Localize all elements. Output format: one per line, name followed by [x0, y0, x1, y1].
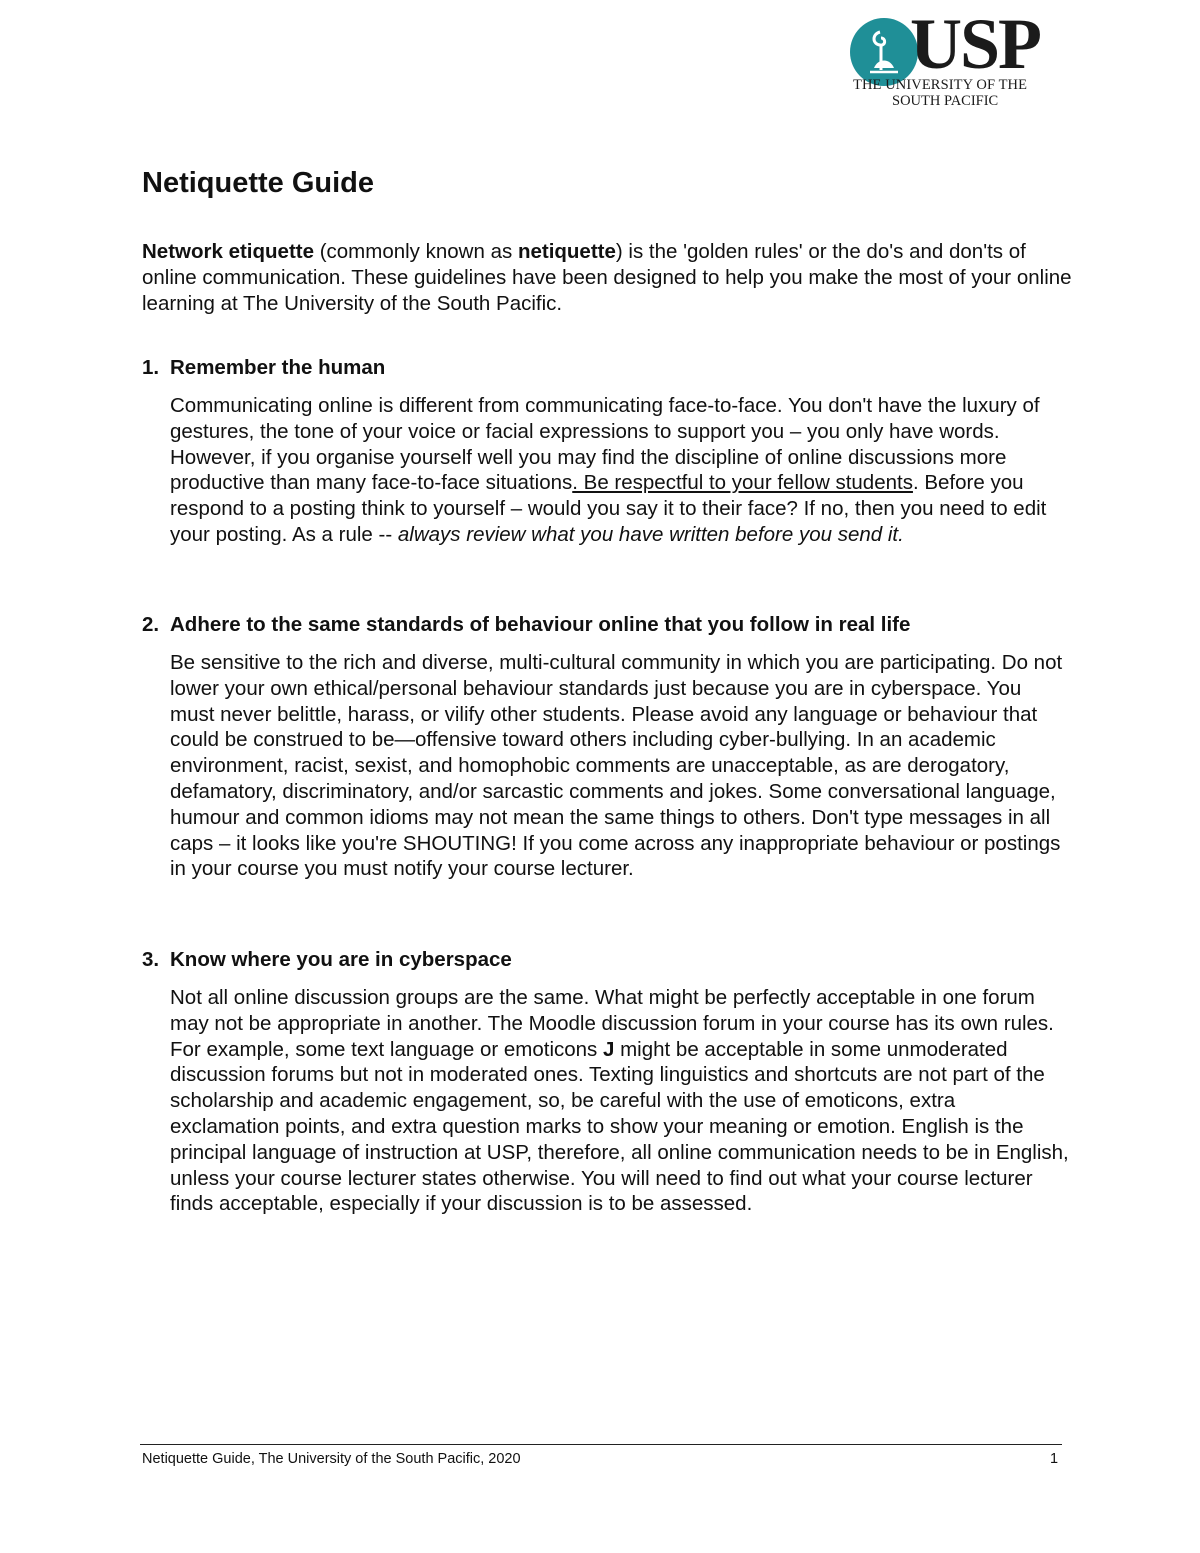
section-3-text-a: Not all online discussion groups are the same. What might be perfectly acceptable in one forum may not be appropriate in another. The Moodle discussion forum in your course has its own rules. For example, some text language or emoticons	[170, 986, 1054, 1061]
section-2-title: Adhere to the same standards of behaviour online that you follow in real life	[170, 613, 911, 636]
footer-text: Netiquette Guide, The University of the South Pacific, 2020	[142, 1451, 521, 1467]
section-1-text-b: . Before you respond to a posting think to yourself – would you say it to their face? If no, then you need to edit your posting. As a rule --	[170, 471, 1047, 546]
footer-divider	[140, 1444, 1062, 1445]
section-2-heading	[142, 612, 910, 638]
intro-text-2: ) is the 'golden rules' or the do's and don'ts of online communication. These guidelines have been designed to help you make the most of your online learning at The University of the South Pacific.	[142, 240, 1072, 315]
page-title: Netiquette Guide	[142, 167, 375, 199]
section-2-body: Be sensitive to the rich and diverse, multi-cultural community in which you are participating. Do not lower your own ethical/personal behaviour standards just because you are in cyberspace. You must never belittle, harass, or vilify other students. Please avoid any language or behaviour that could be construed to be—offensive toward others including cyber-bullying. In an academic environment, racist, sexist, and homophobic comments are unacceptable, as are derogatory, defamatory, discriminatory, and/or sarcastic comments and jokes. Some conversational language, humour and common idioms may not mean the same things to others. Don't type messages in all caps – it looks like you're SHOUTING! If you come across any inappropriate behaviour or postings in your course you must notify your course lecturer.	[170, 651, 1063, 881]
logo-subtitle-line2: SOUTH PACIFIC	[892, 93, 999, 109]
section-1-text-a: Communicating online is different from communicating face-to-face. You don't have the luxury of gestures, the tone of your voice or facial expressions to support you – you only have words. However, if you organise yourself well you may find the discipline of online discussions more productive than many face-to-face situations	[170, 394, 1040, 495]
section-1-heading	[142, 355, 385, 381]
section-2-number: 2.	[142, 613, 160, 636]
usp-logo	[848, 4, 1053, 109]
section-3-heading	[142, 947, 512, 973]
section-3-body	[170, 985, 1070, 1217]
intro-term-network-etiquette: Network etiquette	[142, 240, 314, 263]
footer-page-number: 1	[1050, 1451, 1059, 1467]
section-1-italic: always review what you have written before you send it.	[397, 522, 904, 546]
usp-emblem-icon	[850, 18, 918, 86]
section-1-underlined: . Be respectful to your fellow students	[572, 471, 913, 495]
section-3-emoticon: J	[603, 1037, 615, 1061]
intro-term-netiquette: netiquette	[517, 240, 616, 263]
section-3-text-b: might be acceptable in some unmoderated discussion forums but not in moderated ones. Texting linguistics and shortcuts are not part of the scholarship and academic engagement, so, be careful with the use of emoticons, extra exclamation points, and extra question marks to show your meaning or emotion. English is the principal language of instruction at USP, therefore, all online communication needs to be in English, unless your course lecturer states otherwise. You will need to find out what your course lecturer finds acceptable, especially if your discussion is to be assessed.	[170, 1037, 1069, 1216]
section-1-body	[170, 393, 1070, 548]
logo-wordmark: USP	[910, 4, 1041, 84]
intro-paragraph	[142, 239, 1072, 317]
section-3-number: 3.	[142, 948, 160, 971]
section-3-title: Know where you are in cyberspace	[170, 948, 512, 971]
section-1-number: 1.	[142, 356, 160, 379]
intro-text-1: (commonly known as	[314, 240, 518, 263]
section-1-title: Remember the human	[170, 356, 386, 379]
logo-subtitle-line1: THE UNIVERSITY OF THE	[853, 77, 1028, 93]
